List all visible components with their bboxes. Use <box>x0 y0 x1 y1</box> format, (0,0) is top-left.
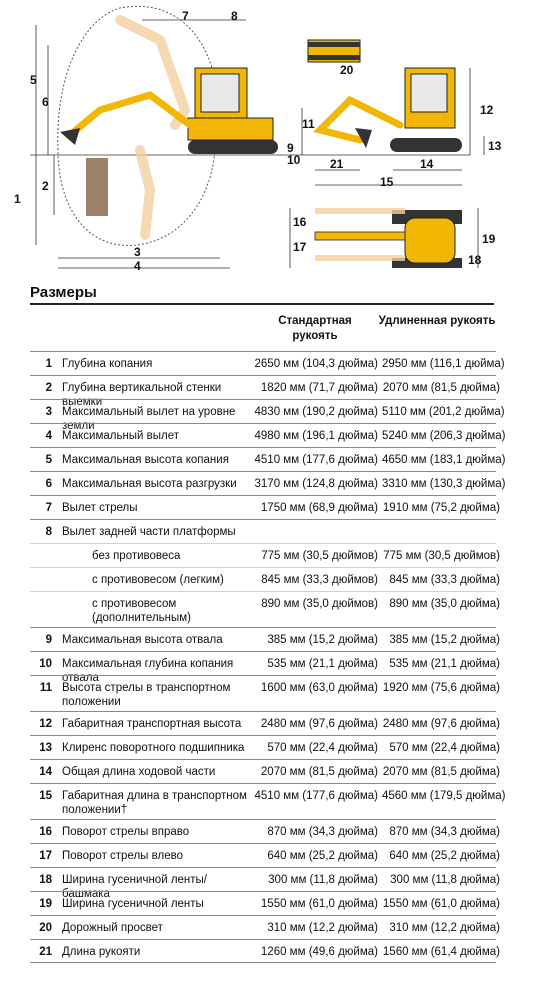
table-row <box>30 759 500 783</box>
row-value-standard: 1550 мм (61,0 дюйма) <box>260 898 378 910</box>
row-parameter: Габаритная длина в транспортном положении† <box>62 790 247 816</box>
row-parameter: Длина рукояти <box>62 946 141 958</box>
table-row <box>30 351 505 375</box>
row-value-standard: 4510 мм (177,6 дюйма) <box>254 454 378 466</box>
section-title: Размеры <box>30 284 97 301</box>
row-parameter: Поворот стрелы вправо <box>62 826 190 838</box>
table-row <box>30 843 500 867</box>
row-number: 18 <box>39 874 52 886</box>
row-value-standard: 2650 мм (104,3 дюйма) <box>254 358 378 370</box>
row-parameter: с противовесом (легким) <box>92 574 224 586</box>
row-value-standard: 570 мм (22,4 дюйма) <box>267 742 378 754</box>
row-value-standard: 300 мм (11,8 дюйма) <box>268 874 378 886</box>
excavator-plan-view <box>315 208 462 268</box>
dim-label-20: 20 <box>340 63 354 77</box>
row-value-standard: 890 мм (35,0 дюймов) <box>261 598 378 610</box>
table-row <box>30 939 500 963</box>
table-row <box>30 675 500 711</box>
row-value-extended: 2480 мм (97,6 дюйма) <box>382 718 500 730</box>
table-row <box>30 495 500 519</box>
row-number: 6 <box>45 478 52 490</box>
dim-label-14: 14 <box>420 157 434 171</box>
row-number: 16 <box>39 826 52 838</box>
dimensions-diagram <box>0 0 534 272</box>
row-value-extended: 4650 мм (183,1 дюйма) <box>382 454 506 466</box>
table-row <box>30 867 500 900</box>
row-parameter: Поворот стрелы влево <box>62 850 183 862</box>
row-number: 5 <box>45 454 52 466</box>
row-number: 10 <box>39 658 52 670</box>
dim-label-15: 15 <box>380 175 394 189</box>
row-parameter: Ширина гусеничной ленты <box>62 898 204 910</box>
dim-label-17: 17 <box>293 240 307 254</box>
row-value-standard: 310 мм (12,2 дюйма) <box>267 922 378 934</box>
row-value-standard: 4510 мм (177,6 дюйма) <box>254 790 378 802</box>
dim-label-9: 9 <box>287 141 294 155</box>
row-value-extended: 890 мм (35,0 дюйма) <box>389 598 500 610</box>
row-value-standard: 1600 мм (63,0 дюйма) <box>260 682 378 694</box>
dimensions-table <box>30 351 506 963</box>
dim-label-6: 6 <box>42 95 49 109</box>
row-value-extended: 2070 мм (81,5 дюйма) <box>382 766 500 778</box>
row-value-standard: 385 мм (15,2 дюйма) <box>267 634 378 646</box>
row-parameter: Максимальная высота разгрузки <box>62 478 237 490</box>
row-parameter: Вылет задней части платформы <box>62 526 236 538</box>
row-number: 1 <box>45 358 52 370</box>
excavator-side-view <box>60 68 278 154</box>
row-value-extended: 1550 мм (61,0 дюйма) <box>382 898 500 910</box>
table-row <box>30 543 500 567</box>
table-row <box>30 783 506 819</box>
dim-label-21: 21 <box>330 157 344 171</box>
row-number: 11 <box>39 682 52 694</box>
row-parameter: Габаритная транспортная высота <box>62 718 242 730</box>
dim-label-19: 19 <box>482 232 496 246</box>
row-value-extended: 5240 мм (206,3 дюйма) <box>382 430 506 442</box>
row-number: 14 <box>39 766 52 778</box>
row-number: 7 <box>45 502 52 514</box>
table-row <box>30 651 500 684</box>
row-value-standard: 1820 мм (71,7 дюйма) <box>260 382 378 394</box>
dim-label-12: 12 <box>480 103 494 117</box>
dim-label-13: 13 <box>488 139 502 153</box>
row-parameter: Глубина вертикальной стенки выемки <box>62 382 222 408</box>
row-value-standard: 640 мм (25,2 дюйма) <box>267 850 378 862</box>
row-value-standard: 870 мм (34,3 дюйма) <box>267 826 378 838</box>
column-header-standard: Стандартная рукоять <box>278 315 352 342</box>
row-value-extended: 1910 мм (75,2 дюйма) <box>382 502 500 514</box>
row-value-extended: 300 мм (11,8 дюйма) <box>390 874 500 886</box>
table-row <box>30 519 496 543</box>
table-row <box>30 591 500 627</box>
row-parameter: Клиренс поворотного подшипника <box>62 742 245 754</box>
row-number: 19 <box>39 898 52 910</box>
row-number: 21 <box>39 946 52 958</box>
row-number: 9 <box>45 634 52 646</box>
row-value-standard: 2480 мм (97,6 дюйма) <box>260 718 378 730</box>
row-value-extended: 5110 мм (201,2 дюйма) <box>382 406 505 418</box>
row-number: 8 <box>45 526 52 538</box>
table-row <box>30 567 500 591</box>
dim-label-16: 16 <box>293 215 307 229</box>
row-value-extended: 775 мм (30,5 дюймов) <box>383 550 500 562</box>
row-value-standard: 775 мм (30,5 дюймов) <box>261 550 378 562</box>
row-value-extended: 4560 мм (179,5 дюйма) <box>382 790 506 802</box>
row-value-standard: 535 мм (21,1 дюйма) <box>267 658 378 670</box>
row-number: 4 <box>45 430 52 442</box>
row-value-standard: 1260 мм (49,6 дюйма) <box>260 946 378 958</box>
table-row <box>30 735 500 759</box>
dim-label-8: 8 <box>231 9 238 23</box>
dim-label-11: 11 <box>302 117 315 131</box>
row-parameter: Дорожный просвет <box>62 922 163 934</box>
table-row <box>30 375 500 408</box>
dim-label-3: 3 <box>134 245 141 259</box>
row-value-standard: 845 мм (33,3 дюймов) <box>261 574 378 586</box>
row-parameter: с противовесом (дополнительным) <box>92 598 191 624</box>
row-number: 15 <box>39 790 52 802</box>
row-value-extended: 3310 мм (130,3 дюйма) <box>382 478 506 490</box>
row-value-extended: 1560 мм (61,4 дюйма) <box>382 946 500 958</box>
row-number: 2 <box>45 382 52 394</box>
row-number: 20 <box>39 922 52 934</box>
row-parameter: Максимальная глубина копания отвала <box>62 658 234 684</box>
row-value-extended: 1920 мм (75,6 дюйма) <box>382 682 500 694</box>
row-parameter: Вылет стрелы <box>62 502 138 514</box>
row-number: 3 <box>45 406 52 418</box>
row-value-standard: 4830 мм (190,2 дюйма) <box>254 406 378 418</box>
row-parameter: Максимальный вылет на уровне земли <box>62 406 236 432</box>
dim-label-4: 4 <box>134 259 141 272</box>
table-row <box>30 891 500 915</box>
table-row <box>30 471 506 495</box>
row-value-extended: 570 мм (22,4 дюйма) <box>389 742 500 754</box>
dim-label-10: 10 <box>287 153 301 167</box>
row-parameter: Общая длина ходовой части <box>62 766 216 778</box>
dim-label-2: 2 <box>42 179 49 193</box>
row-parameter: Ширина гусеничной ленты/башмака <box>62 874 208 900</box>
table-row <box>30 819 500 843</box>
row-parameter: Глубина копания <box>62 358 153 370</box>
row-number: 12 <box>39 718 52 730</box>
row-number: 17 <box>39 850 52 862</box>
table-row <box>30 447 506 471</box>
dim-label-5: 5 <box>30 73 37 87</box>
dim-label-7: 7 <box>182 9 189 23</box>
excavator-front-view <box>308 40 360 62</box>
row-value-extended: 310 мм (12,2 дюйма) <box>389 922 500 934</box>
excavator-transport-view <box>320 68 462 152</box>
row-value-standard: 3170 мм (124,8 дюйма) <box>254 478 378 490</box>
row-value-extended: 845 мм (33,3 дюйма) <box>389 574 500 586</box>
row-parameter: Высота стрелы в транспортном положении <box>62 682 231 708</box>
table-row <box>30 627 500 651</box>
row-value-extended: 2070 мм (81,5 дюйма) <box>382 382 500 394</box>
row-parameter: Максимальная высота копания <box>62 454 229 466</box>
row-value-standard: 2070 мм (81,5 дюйма) <box>260 766 378 778</box>
title-divider <box>30 303 494 305</box>
row-number: 13 <box>39 742 52 754</box>
row-value-extended: 870 мм (34,3 дюйма) <box>389 826 500 838</box>
table-row <box>30 423 506 447</box>
row-parameter: Максимальная высота отвала <box>62 634 223 646</box>
table-row <box>30 711 500 735</box>
dim-label-1: 1 <box>14 192 21 206</box>
row-parameter: без противовеса <box>92 550 181 562</box>
column-header-extended: Удлиненная рукоять <box>378 315 496 327</box>
table-row <box>30 399 505 432</box>
row-value-extended: 640 мм (25,2 дюйма) <box>389 850 500 862</box>
row-value-extended: 385 мм (15,2 дюйма) <box>389 634 500 646</box>
row-value-standard: 4980 мм (196,1 дюйма) <box>254 430 378 442</box>
row-value-standard: 1750 мм (68,9 дюйма) <box>260 502 378 514</box>
row-value-extended: 535 мм (21,1 дюйма) <box>389 658 500 670</box>
row-value-extended: 2950 мм (116,1 дюйма) <box>382 358 505 370</box>
row-parameter: Максимальный вылет <box>62 430 180 442</box>
table-row <box>30 915 500 939</box>
dim-label-18: 18 <box>468 253 482 267</box>
